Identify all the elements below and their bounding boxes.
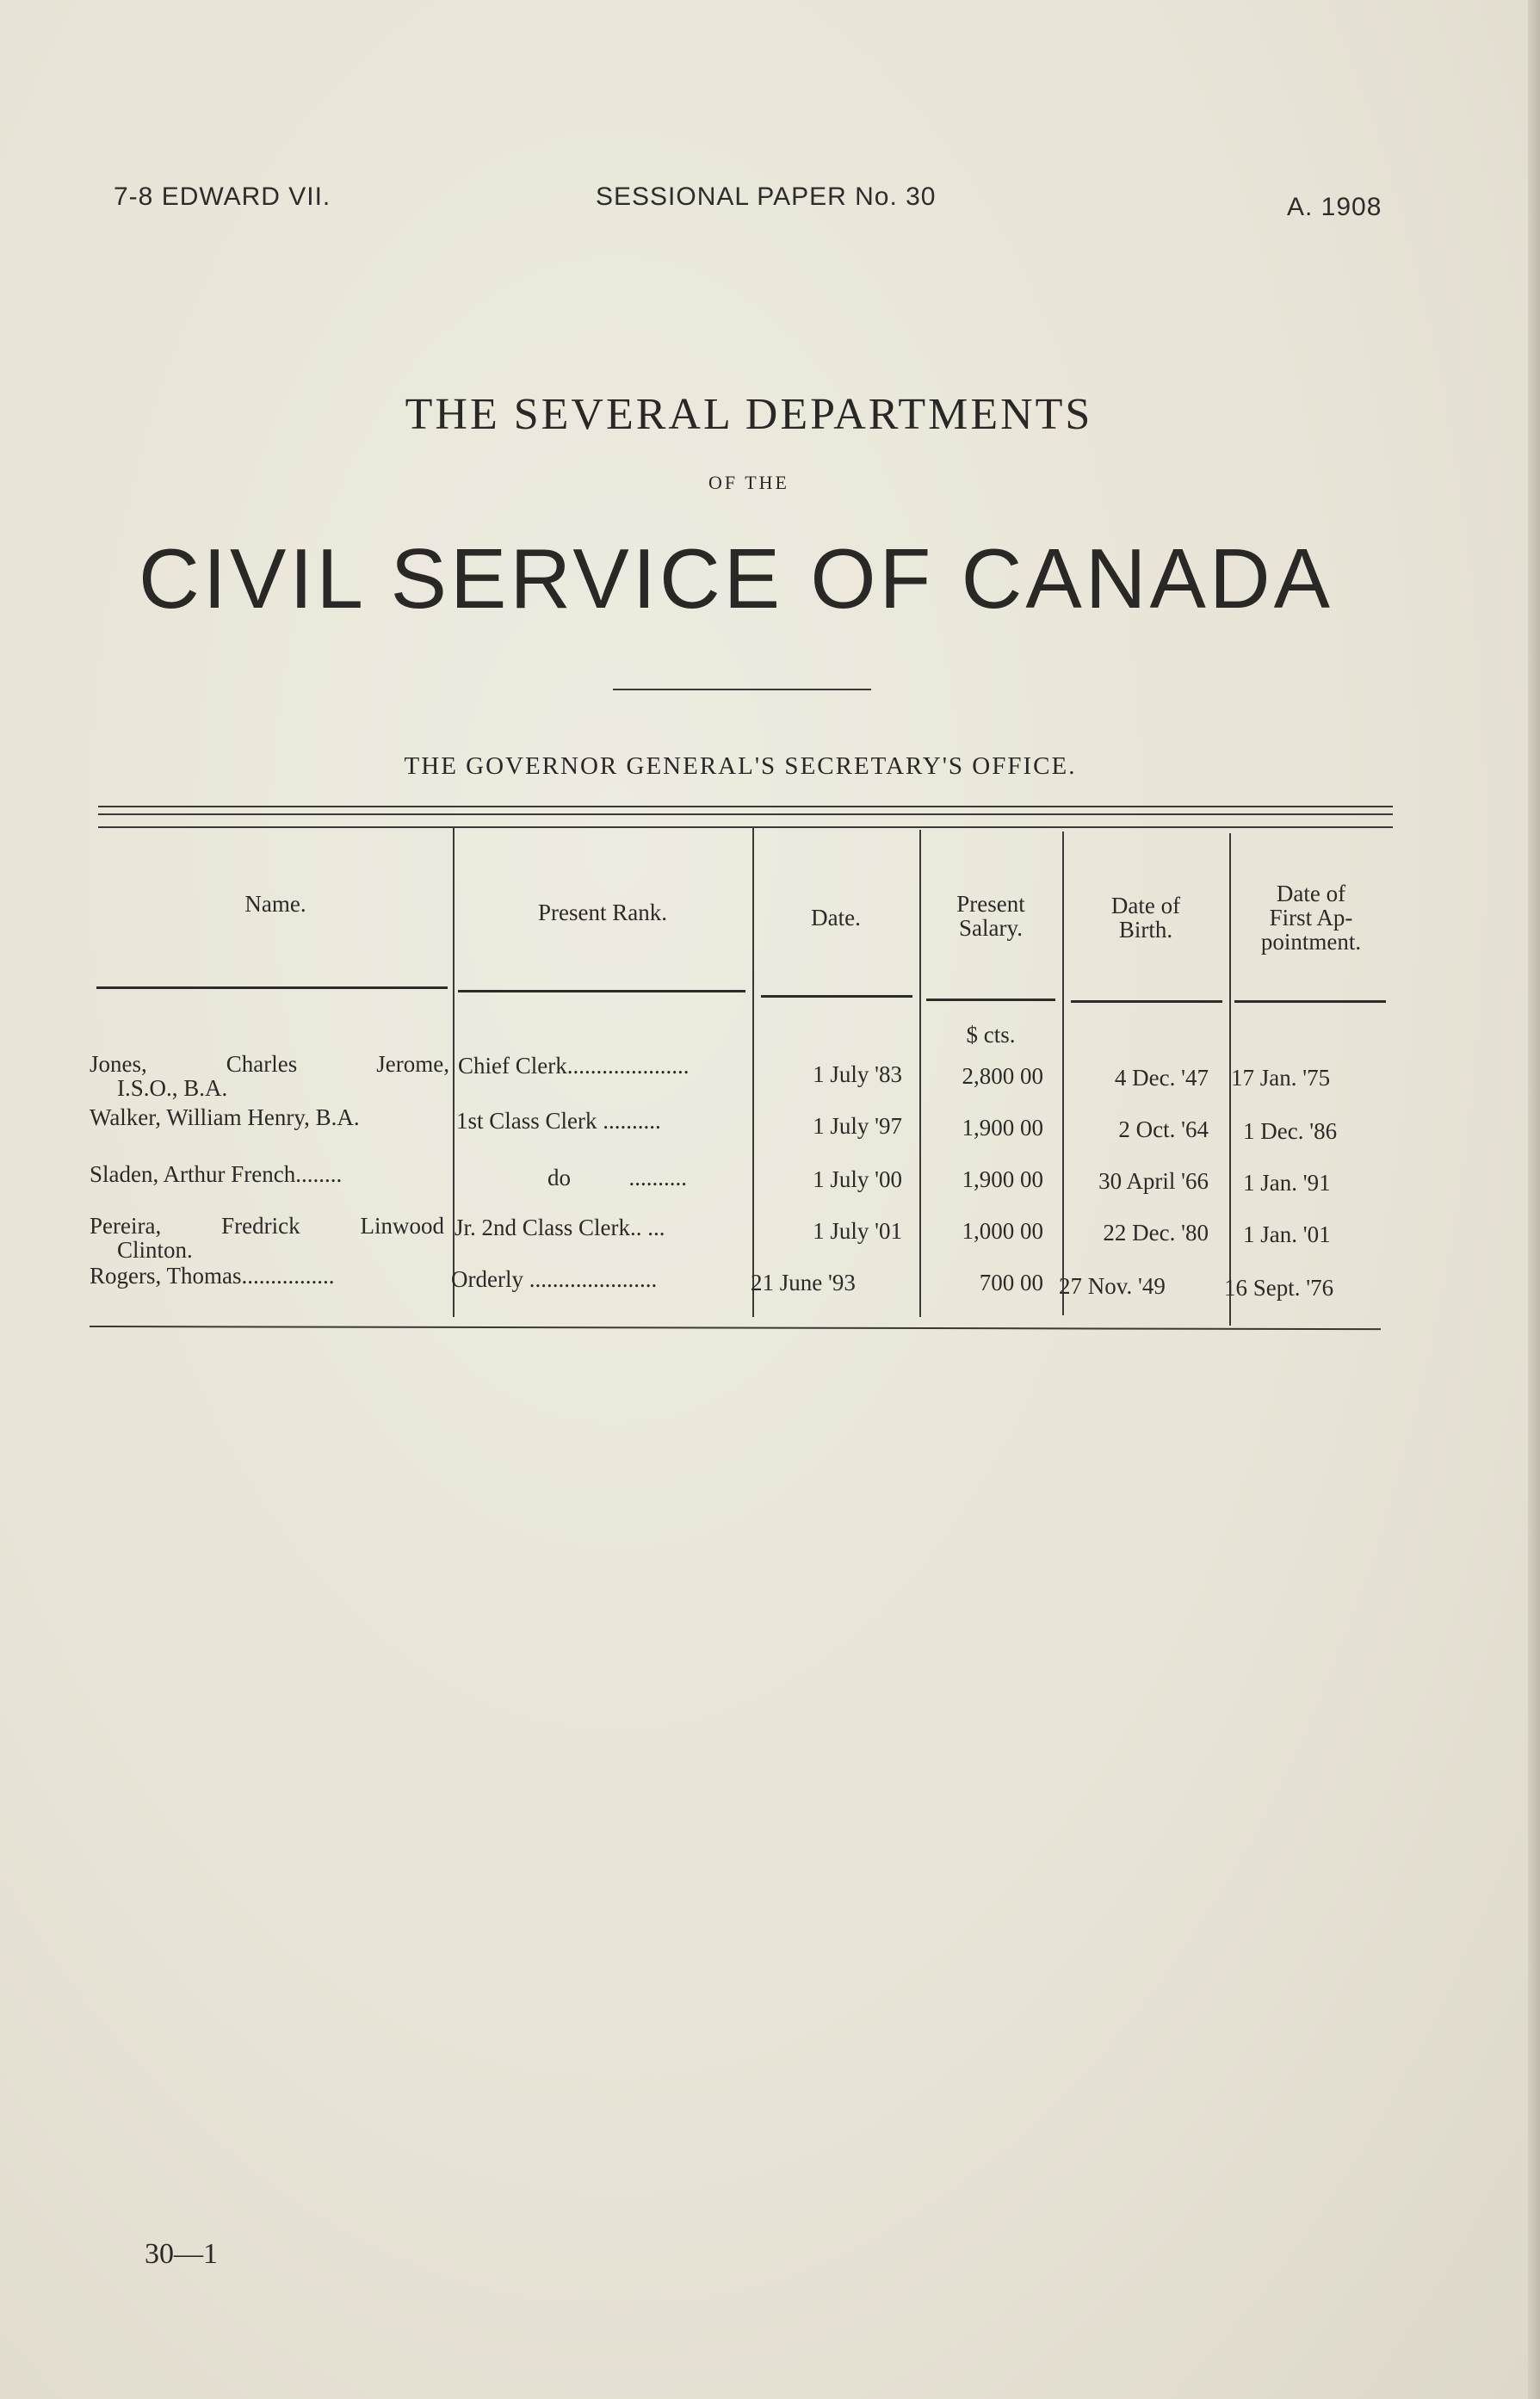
- title-rule: [613, 689, 871, 690]
- row5-rank: Orderly ......................: [451, 1266, 658, 1292]
- row5-birth: 27 Nov. '49: [1059, 1273, 1166, 1299]
- row3-birth: 30 April '66: [1098, 1168, 1209, 1194]
- row2-name: Walker, William Henry, B.A.: [90, 1104, 360, 1130]
- row5-appointment: 16 Sept. '76: [1224, 1275, 1334, 1301]
- row2-date: 1 July '97: [813, 1113, 902, 1139]
- header-year: A. 1908: [1287, 193, 1382, 221]
- row1-date: 1 July '83: [813, 1061, 902, 1087]
- col-header-salary-line2: Salary.: [959, 915, 1023, 941]
- row2-rank: 1st Class Clerk ..........: [456, 1108, 661, 1134]
- row1-name-cont: I.S.O., B.A.: [117, 1075, 228, 1101]
- header-underline-date: [761, 995, 912, 998]
- col-header-salary: [921, 892, 1061, 940]
- table-top-rule-2: [98, 813, 1393, 815]
- col-header-date: Date.: [811, 905, 861, 931]
- header-underline-salary: [926, 999, 1055, 1001]
- col-header-rank: Present Rank.: [538, 900, 667, 925]
- row5-date: 21 June '93: [751, 1270, 856, 1295]
- col-header-appointment: [1231, 881, 1391, 954]
- row2-salary: 1,900 00: [962, 1115, 1043, 1141]
- header-sessional-paper: SESSIONAL PAPER No. 30: [596, 182, 937, 211]
- row1-birth: 4 Dec. '47: [1114, 1065, 1209, 1091]
- row5-salary: 700 00: [979, 1270, 1043, 1295]
- col-header-appt-line1: Date of: [1276, 881, 1346, 906]
- row3-name: Sladen, Arthur French........: [90, 1161, 343, 1187]
- row1-rank: Chief Clerk.....................: [458, 1053, 690, 1079]
- header-underline-birth: [1071, 1000, 1222, 1003]
- row2-appointment: 1 Dec. '86: [1243, 1118, 1338, 1144]
- title-of-the: OF THE: [708, 472, 789, 493]
- table-top-rule-1: [98, 806, 1393, 807]
- col-header-salary-line1: Present: [956, 891, 1025, 917]
- row4-name: Pereira, Fredrick Linwood: [90, 1213, 444, 1239]
- row4-name-cont: Clinton.: [117, 1237, 193, 1263]
- col-header-birth: [1064, 893, 1228, 942]
- row4-appointment: 1 Jan. '01: [1243, 1221, 1331, 1247]
- row3-rank: do ..........: [547, 1165, 687, 1190]
- currency-label: $ cts.: [966, 1022, 1016, 1048]
- row4-date: 1 July '01: [813, 1218, 902, 1244]
- row5-name: Rogers, Thomas................: [90, 1263, 335, 1289]
- title-several-departments: THE SEVERAL DEPARTMENTS: [405, 390, 1093, 439]
- page-footer-number: 30—1: [145, 2238, 218, 2270]
- header-underline-appt: [1234, 1000, 1386, 1003]
- header-underline-rank: [458, 990, 745, 992]
- table-bottom-rule: [90, 1326, 1381, 1330]
- row3-salary: 1,900 00: [962, 1166, 1043, 1192]
- row1-salary: 2,800 00: [962, 1063, 1043, 1089]
- row3-appointment: 1 Jan. '91: [1243, 1170, 1331, 1196]
- table-top-rule-3: [98, 826, 1393, 828]
- office-heading: THE GOVERNOR GENERAL'S SECRETARY'S OFFICE.: [404, 752, 1077, 780]
- col-header-birth-line1: Date of: [1110, 893, 1181, 918]
- col-header-name: Name.: [244, 891, 306, 917]
- row3-date: 1 July '00: [813, 1166, 902, 1192]
- col-header-birth-line2: Birth.: [1118, 917, 1173, 943]
- row4-birth: 22 Dec. '80: [1103, 1220, 1209, 1246]
- title-civil-service: CIVIL SERVICE OF CANADA: [138, 531, 1334, 626]
- col-header-appt-line2: First Ap-: [1269, 905, 1353, 931]
- row1-name: Jones, Charles Jerome,: [90, 1051, 449, 1077]
- header-underline-name: [96, 986, 448, 989]
- page-edge: [1528, 0, 1540, 2399]
- row2-birth: 2 Oct. '64: [1118, 1116, 1209, 1142]
- row4-rank: Jr. 2nd Class Clerk.. ...: [455, 1215, 665, 1240]
- row1-appointment: 17 Jan. '75: [1231, 1065, 1331, 1091]
- header-regnal-year: 7-8 EDWARD VII.: [114, 182, 331, 211]
- col-header-appt-line3: pointment.: [1260, 929, 1362, 955]
- row4-salary: 1,000 00: [962, 1218, 1043, 1244]
